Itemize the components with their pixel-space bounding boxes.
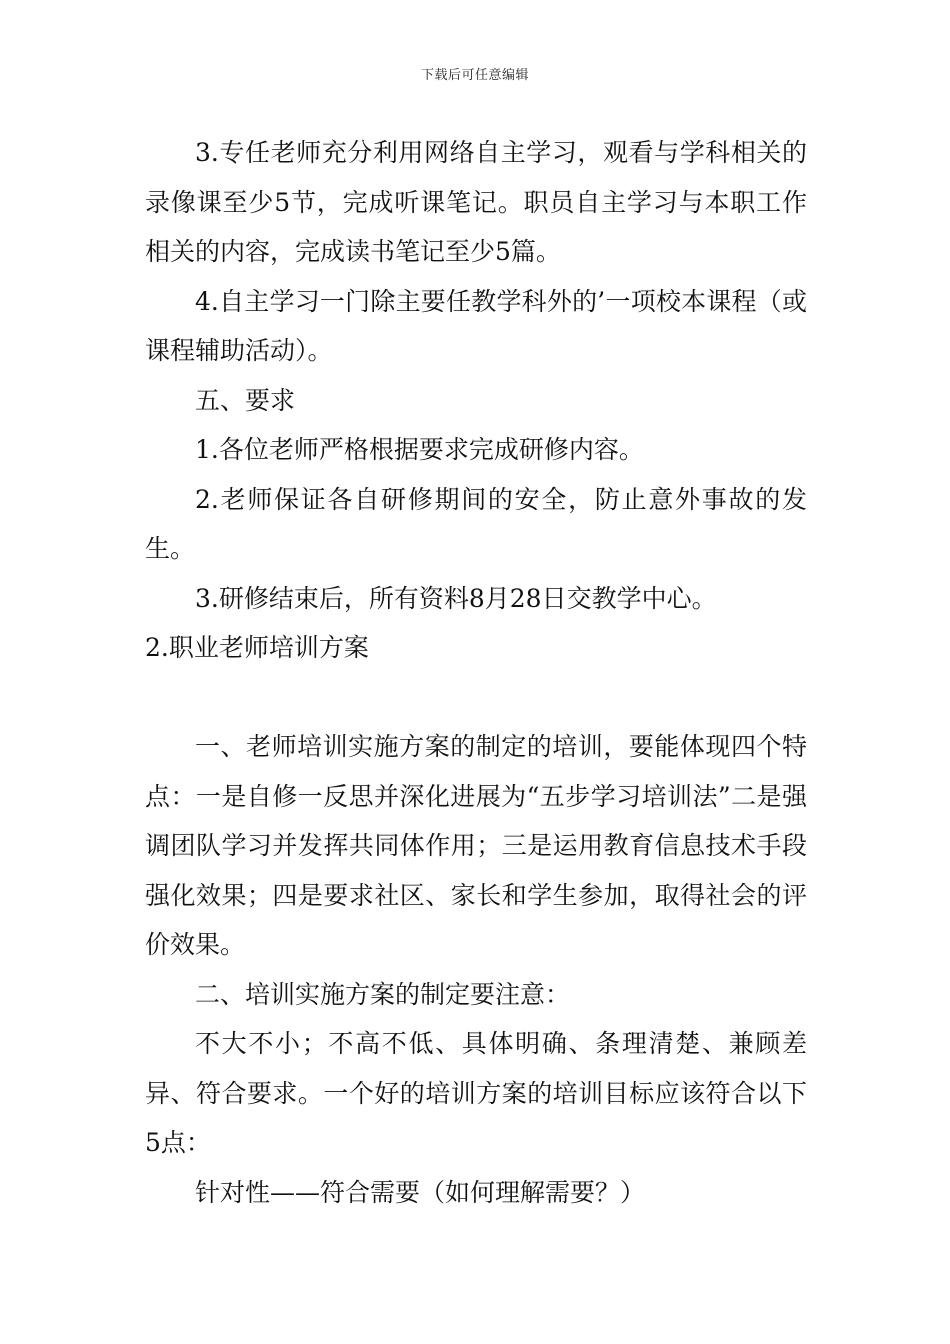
paragraph-item-3: 3.专任老师充分利用网络自主学习，观看与学科相关的录像课至少5节，完成听课笔记。职员自主学习与本职工作相关的内容，完成读书笔记至少5篇。 — [145, 138, 807, 266]
document-section-title: 2.职业老师培训方案 — [145, 633, 369, 662]
requirement-item-2: 2.老师保证各自研修期间的安全，防止意外事故的发生。 — [145, 484, 807, 563]
requirement-item-1: 1.各位老师严格根据要求完成研修内容。 — [195, 435, 644, 464]
requirement-item-3: 3.研修结束后，所有资料8月28日交教学中心。 — [195, 583, 717, 613]
section-heading-requirements: 五、要求 — [195, 385, 296, 415]
criteria-relevance: 针对性——符合需要（如何理解需要？） — [195, 1177, 646, 1207]
paragraph-item-4: 4.自主学习一门除主要任教学科外的’一项校本课程（或课程辅助活动）。 — [145, 286, 807, 365]
training-point-1: 一、老师培训实施方案的制定的培训，要能体现四个特点：一是自修一反思并深化进展为“五步学习培训法”二是强调团队学习并发挥共同体作用；三是运用教育信息技术手段强化效果；四是要求社区、家长和学生参加，取得社会的评价效果。 — [145, 732, 807, 959]
document-body — [145, 128, 807, 1217]
page-header: 下载后可任意编辑 — [420, 68, 529, 83]
training-point-2-heading: 二、培训实施方案的制定要注意： — [195, 979, 571, 1009]
training-point-2-body: 不大不小；不高不低、具体明确、条理清楚、兼顾差异、符合要求。一个好的培训方案的培训目标应该符合以下5点： — [145, 1029, 807, 1157]
blank-line — [145, 673, 807, 723]
